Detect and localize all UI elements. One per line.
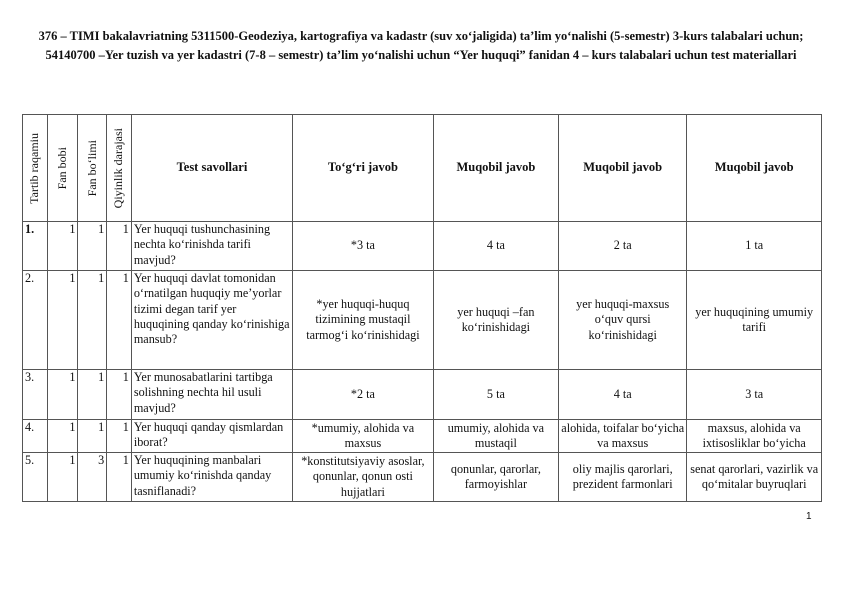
- row-level: 1: [107, 222, 132, 271]
- page-number: 1: [806, 511, 812, 522]
- row-correct-answer: *2 ta: [293, 370, 434, 420]
- header-subject-block: Fan bobi: [47, 115, 78, 222]
- row-block: 1: [47, 420, 78, 453]
- row-number: 2.: [23, 271, 48, 370]
- row-section: 1: [78, 370, 107, 420]
- row-question: Yer huquqining manbalari umumiy ko‘rinishda qanday tasniflanadi?: [131, 453, 292, 502]
- table-row: [23, 370, 822, 420]
- row-alternative-2: yer huquqi-maxsus o‘quv qursi ko‘rinishidagi: [559, 271, 687, 370]
- row-question: Yer huquqi davlat tomonidan o‘rnatilgan huquqiy me’yorlar tizimi degan tarif yer huquqining qanday ko‘rinishiga mansub?: [131, 271, 292, 370]
- row-number: 3.: [23, 370, 48, 420]
- row-alternative-2: oliy majlis qarorlari, prezident farmonlari: [559, 453, 687, 502]
- row-alternative-3: maxsus, alohida va ixtisosliklar bo‘yicha: [687, 420, 822, 453]
- header-row: [23, 115, 822, 222]
- table-row: [23, 453, 822, 502]
- row-question: Yer munosabatlarini tartibga solishning nechta hil usuli mavjud?: [131, 370, 292, 420]
- row-alternative-3: senat qarorlari, vazirlik va qo‘mitalar buyruqlari: [687, 453, 822, 502]
- row-level: 1: [107, 453, 132, 502]
- header-alternative-1: Muqobil javob: [433, 115, 558, 222]
- row-section: 1: [78, 420, 107, 453]
- header-subject-section: Fan bo‘limi: [78, 115, 107, 222]
- row-section: 3: [78, 453, 107, 502]
- header-difficulty: Qiyinlik darajasi: [107, 115, 132, 222]
- header-correct-answer: To‘g‘ri javob: [293, 115, 434, 222]
- table-row: [23, 222, 822, 271]
- row-alternative-3: 1 ta: [687, 222, 822, 271]
- row-number: 5.: [23, 453, 48, 502]
- row-alternative-1: yer huquqi –fan ko‘rinishidagi: [433, 271, 558, 370]
- row-number: 4.: [23, 420, 48, 453]
- row-alternative-1: 4 ta: [433, 222, 558, 271]
- table-row: [23, 420, 822, 453]
- row-alternative-3: yer huquqining umumiy tarifi: [687, 271, 822, 370]
- row-level: 1: [107, 420, 132, 453]
- row-level: 1: [107, 370, 132, 420]
- table-row: [23, 271, 822, 370]
- row-alternative-1: umumiy, alohida va mustaqil: [433, 420, 558, 453]
- row-number: 1.: [23, 222, 48, 271]
- row-correct-answer: *yer huquqi-huquq tizimining mustaqil tarmog‘i ko‘rinishidagi: [293, 271, 434, 370]
- row-level: 1: [107, 271, 132, 370]
- row-alternative-3: 3 ta: [687, 370, 822, 420]
- row-block: 1: [47, 370, 78, 420]
- row-alternative-1: 5 ta: [433, 370, 558, 420]
- header-alternative-2: Muqobil javob: [559, 115, 687, 222]
- row-alternative-2: 2 ta: [559, 222, 687, 271]
- test-table: [22, 114, 822, 502]
- row-block: 1: [47, 453, 78, 502]
- header-alternative-3: Muqobil javob: [687, 115, 822, 222]
- document-title: 376 – TIMI bakalavriatning 5311500-Geodeziya, kartografiya va kadastr (suv xo‘jaligida) ta’lim yo‘nalishi (5-semestr) 3-kurs talabalari uchun; 54140700 –Yer tuzish va yer kadastri (7-8 – semestr) ta’lim yo‘nalishi uchun “Yer huquqi” fanidan 4 – kurs talabalari uchun test materiallari: [38, 29, 804, 62]
- row-block: 1: [47, 271, 78, 370]
- row-section: 1: [78, 271, 107, 370]
- row-correct-answer: *umumiy, alohida va maxsus: [293, 420, 434, 453]
- row-block: 1: [47, 222, 78, 271]
- row-question: Yer huquqi tushunchasining nechta ko‘rinishda tarifi mavjud?: [131, 222, 292, 271]
- row-alternative-2: alohida, toifalar bo‘yicha va maxsus: [559, 420, 687, 453]
- row-question: Yer huquqi qanday qismlardan iborat?: [131, 420, 292, 453]
- header-order: Tartib raqamiu: [23, 115, 48, 222]
- row-section: 1: [78, 222, 107, 271]
- header-question: Test savollari: [131, 115, 292, 222]
- row-alternative-2: 4 ta: [559, 370, 687, 420]
- row-correct-answer: *konstitutsiyaviy asoslar, qonunlar, qonun osti hujjatlari: [293, 453, 434, 502]
- row-alternative-1: qonunlar, qarorlar, farmoyishlar: [433, 453, 558, 502]
- row-correct-answer: *3 ta: [293, 222, 434, 271]
